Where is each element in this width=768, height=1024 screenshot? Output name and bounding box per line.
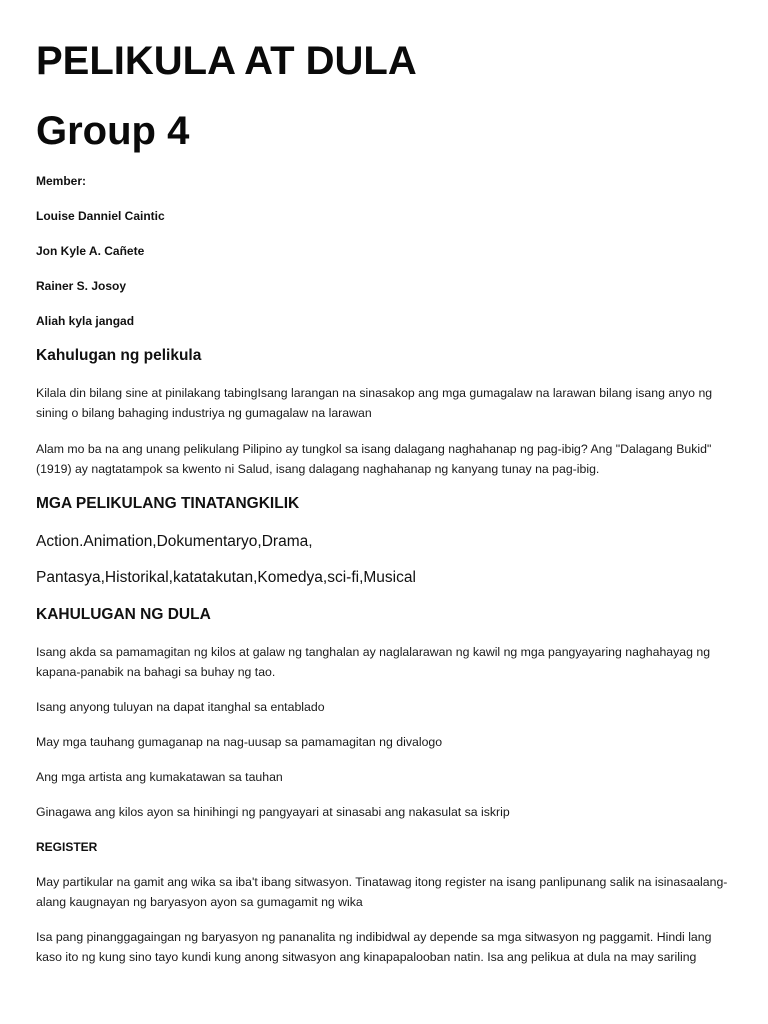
- genre-line: Pantasya,Historikal,katatakutan,Komedya,sci-fi,Musical: [36, 569, 416, 586]
- paragraph: Isang anyong tuluyan na dapat itanghal sa entablado: [36, 700, 325, 714]
- member-name: Aliah kyla jangad: [36, 314, 135, 328]
- page-title: PELIKULA AT DULA: [36, 39, 417, 83]
- paragraph: Ang mga artista ang kumakatawan sa tauhan: [36, 770, 283, 784]
- paragraph: Alam mo ba na ang unang pelikulang Pilipino ay tungkol sa isang dalagang naghahanap ng pag-ibig? Ang "Dalagang Bukid" (1919) ay nagtatampok sa kwento ni Salud, isang dalagang naghahanap ng kanyang tunay na pag-ibig.: [36, 442, 712, 476]
- heading-mga-pelikula: MGA PELIKULANG TINATANGKILIK: [36, 495, 300, 512]
- members-label: Member:: [36, 174, 87, 188]
- paragraph: May partikular na gamit ang wika sa iba't ibang sitwasyon. Tinatawag itong register na isang panlipunang salik na isinasaalang-alang kaugnayan ng baryasyon ayon sa gumagamit ng wika: [36, 875, 728, 909]
- page-subtitle: Group 4: [36, 109, 190, 153]
- genre-line: Action.Animation,Dokumentaryo,Drama,: [36, 533, 313, 550]
- paragraph: Kilala din bilang sine at pinilakang tabingIsang larangan na sinasakop ang mga gumagalaw na larawan bilang isang anyo ng sining o bilang bahaging industriya ng gumagalaw na larawan: [36, 386, 713, 420]
- heading-register: REGISTER: [36, 840, 98, 854]
- paragraph: May mga tauhang gumaganap na nag-uusap sa pamamagitan ng divalogo: [36, 735, 443, 749]
- heading-kahulugan-pelikula: Kahulugan ng pelikula: [36, 347, 202, 364]
- member-name: Jon Kyle A. Cañete: [36, 244, 145, 258]
- member-name: Louise Danniel Caintic: [36, 209, 165, 223]
- paragraph: Isa pang pinanggagaingan ng baryasyon ng pananalita ng indibidwal ay depende sa mga sitwasyon ng paggamit. Hindi lang kaso ito ng kung sino tayo kundi kung anong sitwasyon ang kinapapalooban natin. Isa ang pelikua at dula na may sariling: [36, 930, 712, 964]
- heading-kahulugan-dula: KAHULUGAN NG DULA: [36, 606, 211, 623]
- member-name: Rainer S. Josoy: [36, 279, 127, 293]
- paragraph: Isang akda sa pamamagitan ng kilos at galaw ng tanghalan ay naglalarawan ng kawil ng mga pangyayaring naghahayag ng kapana-panabik na bahagi sa buhay ng tao.: [36, 645, 711, 679]
- paragraph: Ginagawa ang kilos ayon sa hinihingi ng pangyayari at sinasabi ang nakasulat sa iskrip: [36, 805, 510, 819]
